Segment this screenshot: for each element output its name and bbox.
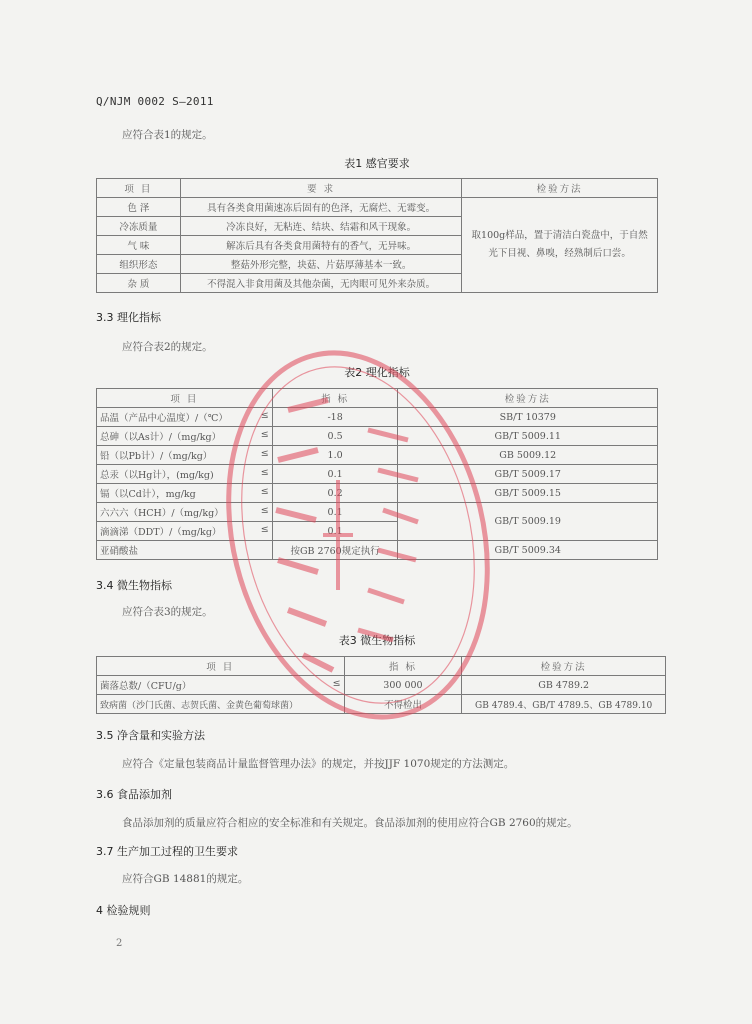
row-item: 色 泽: [97, 198, 181, 217]
standard-code: Q/NJM 0002 S—2011: [96, 95, 214, 108]
row-method: GB 4789.4、GB/T 4789.5、GB 4789.10: [462, 695, 666, 714]
le-symbol: ≤: [260, 410, 269, 421]
page-number: 2: [116, 938, 123, 949]
header-item: 项 目: [97, 389, 273, 408]
section-3-3-heading: 3.3 理化指标: [96, 311, 161, 324]
section-4-heading: 4 检验规则: [96, 904, 151, 917]
table3-caption: 表3 微生物指标: [338, 634, 416, 647]
le-symbol: ≤: [260, 467, 269, 478]
row-method: GB/T 5009.11: [398, 427, 658, 446]
row-limit: 0.1: [272, 522, 398, 541]
item-name: 镉（以Cd计），mg/kg: [100, 489, 196, 500]
row-item: 致病菌（沙门氏菌、志贺氏菌、金黄色葡萄球菌）: [97, 695, 345, 714]
row-method: GB/T 5009.19: [398, 503, 658, 541]
header-item: 项 目: [97, 179, 181, 198]
company-seal-stamp: [218, 340, 498, 730]
row-item: 杂 质: [97, 274, 181, 293]
header-requirement: 要 求: [180, 179, 461, 198]
row-requirement: 解冻后具有各类食用菌特有的香气，无异味。: [180, 236, 461, 255]
row-limit: -18: [272, 408, 398, 427]
row-limit: 0.2: [272, 484, 398, 503]
item-name: 铅（以Pb计）/（mg/kg）: [100, 451, 213, 462]
header-limit: 指 标: [272, 389, 398, 408]
row-item: 冷冻质量: [97, 217, 181, 236]
row-method: SB/T 10379: [398, 408, 658, 427]
row-item: 气 味: [97, 236, 181, 255]
section-3-4-heading: 3.4 微生物指标: [96, 579, 172, 592]
header-method: 检验方法: [462, 657, 666, 676]
le-symbol: ≤: [260, 486, 269, 497]
le-symbol: ≤: [332, 678, 341, 689]
row-limit: 按GB 2760规定执行: [272, 541, 398, 560]
row-method: GB 4789.2: [462, 676, 666, 695]
row-requirement: 具有各类食用菌速冻后固有的色泽，无腐烂、无霉变。: [180, 198, 461, 217]
item-name: 菌落总数/（CFU/g）: [100, 681, 192, 692]
section-3-7-heading: 3.7 生产加工过程的卫生要求: [96, 845, 238, 858]
section-3-6-heading: 3.6 食品添加剂: [96, 788, 172, 801]
table2-caption: 表2 理化指标: [344, 366, 410, 379]
row-method: GB 5009.12: [398, 446, 658, 465]
le-symbol: ≤: [260, 505, 269, 516]
row-requirement: 冷冻良好，无粘连、结块、结霜和风干现象。: [180, 217, 461, 236]
section-3-6-text: 食品添加剂的质量应符合相应的安全标准和有关规定。食品添加剂的使用应符合GB 2760的规定。: [122, 817, 578, 829]
header-limit: 指 标: [344, 657, 462, 676]
row-requirement: 不得混入非食用菌及其他杂菌，无肉眼可见外来杂质。: [180, 274, 461, 293]
item-name: 总汞（以Hg计），(mg/kg): [100, 470, 214, 481]
section-3-5-text: 应符合《定量包装商品计量监督管理办法》的规定，并按JJF 1070规定的方法测定。: [122, 758, 515, 770]
item-name: 六六六（HCH）/（mg/kg）: [100, 508, 224, 519]
section-3-2-text: 应符合表1的规定。: [122, 129, 213, 141]
table1-caption: 表1 感官要求: [344, 157, 410, 170]
header-method: 检验方法: [462, 179, 658, 198]
section-3-7-text: 应符合GB 14881的规定。: [122, 873, 249, 885]
section-3-4-text: 应符合表3的规定。: [122, 606, 213, 618]
table-header-row: [97, 179, 658, 198]
item-name: 滴滴涕（DDT）/（mg/kg）: [100, 527, 222, 538]
item-name: 总砷（以As计）/（mg/kg）: [100, 432, 222, 443]
item-name: 亚硝酸盐: [100, 546, 139, 557]
table-sensory: [96, 178, 658, 293]
header-method: 检验方法: [398, 389, 658, 408]
le-symbol: ≤: [260, 429, 269, 440]
method-cell: 取100g样品，置于清洁白瓷盘中，于自然光下目视、鼻嗅，经熟制后口尝。: [462, 198, 658, 293]
row-limit: 300 000: [344, 676, 462, 695]
le-symbol: ≤: [260, 524, 269, 535]
row-limit: 0.5: [272, 427, 398, 446]
section-3-5-heading: 3.5 净含量和实验方法: [96, 729, 205, 742]
row-item: 组织形态: [97, 255, 181, 274]
le-symbol: ≤: [260, 448, 269, 459]
item-name: 品温（产品中心温度）/（℃）: [100, 413, 228, 424]
row-requirement: 整菇外形完整，块菇、片菇厚薄基本一致。: [180, 255, 461, 274]
row-limit: 不得检出: [344, 695, 462, 714]
table-row: [97, 198, 658, 217]
row-limit: 1.0: [272, 446, 398, 465]
row-method: GB/T 5009.34: [398, 541, 658, 560]
row-limit: 0.1: [272, 503, 398, 522]
row-limit: 0.1: [272, 465, 398, 484]
header-item: 项 目: [97, 657, 345, 676]
section-3-3-text: 应符合表2的规定。: [122, 341, 213, 353]
row-method: GB/T 5009.17: [398, 465, 658, 484]
row-method: GB/T 5009.15: [398, 484, 658, 503]
